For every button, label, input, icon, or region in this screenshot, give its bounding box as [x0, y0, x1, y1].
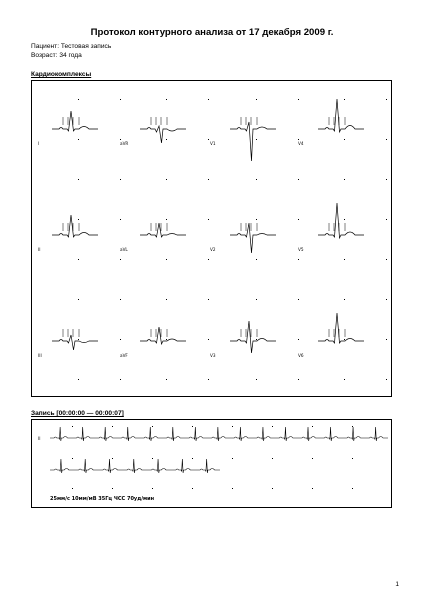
rhythm-strip	[32, 420, 393, 509]
grid-dot	[386, 339, 387, 340]
grid-dot	[256, 299, 257, 300]
grid-dot	[166, 339, 167, 340]
grid-dot	[72, 488, 73, 489]
complex-waveform	[32, 293, 122, 393]
lead-label: I	[38, 141, 40, 146]
grid-dot	[344, 219, 345, 220]
grid-dot	[386, 219, 387, 220]
grid-dot	[166, 219, 167, 220]
lead-label: II	[38, 247, 41, 252]
grid-dot	[256, 219, 257, 220]
grid-dot	[344, 299, 345, 300]
patient-age: Возраст: 34 года	[31, 52, 82, 59]
rhythm-trace-line-1	[50, 427, 388, 441]
ecg-trace	[140, 126, 186, 143]
grid-dot	[166, 179, 167, 180]
ecg-trace	[318, 313, 364, 343]
complex-waveform	[210, 187, 300, 287]
grid-dot	[208, 179, 209, 180]
grid-dot	[120, 259, 121, 260]
grid-dot	[344, 99, 345, 100]
complex-waveform	[210, 81, 300, 181]
grid-dot	[344, 179, 345, 180]
complex-v3	[210, 293, 300, 393]
ecg-trace	[230, 122, 276, 161]
grid-dot	[298, 379, 299, 380]
grid-dot	[192, 426, 193, 427]
grid-dot	[298, 139, 299, 140]
grid-dot	[256, 379, 257, 380]
lead-label: aVR	[120, 141, 129, 146]
complex-waveform	[120, 187, 210, 287]
grid-dot	[386, 179, 387, 180]
grid-dot	[166, 259, 167, 260]
patient-name: Пациент: Тестовая запись	[31, 43, 112, 50]
complex-waveform	[210, 293, 300, 393]
grid-dot	[256, 139, 257, 140]
complex-v4	[298, 81, 388, 181]
grid-dot	[72, 458, 73, 459]
ecg-trace	[230, 321, 276, 353]
lead-label: V1	[210, 141, 216, 146]
grid-dot	[208, 139, 209, 140]
grid-dot	[208, 379, 209, 380]
grid-dot	[272, 488, 273, 489]
grid-dot	[120, 219, 121, 220]
recording-lead-label: II	[38, 436, 41, 441]
grid-dot	[112, 458, 113, 459]
complexes-section-title: Кардиокомплексы	[31, 71, 92, 78]
ecg-trace	[52, 335, 98, 350]
grid-dot	[256, 259, 257, 260]
grid-dot	[112, 488, 113, 489]
grid-dot	[208, 99, 209, 100]
recording-panel	[31, 419, 392, 508]
grid-dot	[256, 179, 257, 180]
grid-dot	[232, 426, 233, 427]
grid-dot	[166, 99, 167, 100]
lead-label: V3	[210, 353, 216, 358]
complex-i	[32, 81, 122, 181]
grid-dot	[78, 139, 79, 140]
grid-dot	[352, 458, 353, 459]
complex-v2	[210, 187, 300, 287]
complex-waveform	[120, 293, 210, 393]
grid-dot	[120, 139, 121, 140]
grid-dot	[166, 379, 167, 380]
complex-waveform	[298, 187, 388, 287]
grid-dot	[298, 219, 299, 220]
complex-avl	[120, 187, 210, 287]
grid-dot	[312, 426, 313, 427]
rhythm-trace-line-2	[50, 459, 220, 473]
lead-label: III	[38, 353, 42, 358]
recording-settings: 25мм/с 10мм/мВ 35Гц ЧСС 70уд/мин	[50, 496, 155, 502]
grid-dot	[152, 426, 153, 427]
grid-dot	[298, 179, 299, 180]
ecg-trace	[140, 327, 186, 344]
grid-dot	[78, 179, 79, 180]
complex-waveform	[120, 81, 210, 181]
grid-dot	[120, 299, 121, 300]
grid-dot	[344, 339, 345, 340]
lead-label: V6	[298, 353, 304, 358]
grid-dot	[272, 458, 273, 459]
ecg-trace	[318, 203, 364, 238]
grid-dot	[112, 426, 113, 427]
grid-dot	[78, 219, 79, 220]
grid-dot	[298, 299, 299, 300]
grid-dot	[120, 99, 121, 100]
page-title: Протокол контурного анализа от 17 декабря 2009 г.	[90, 27, 334, 38]
complex-iii	[32, 293, 122, 393]
grid-dot	[120, 179, 121, 180]
grid-dot	[208, 299, 209, 300]
grid-dot	[78, 339, 79, 340]
grid-dot	[298, 259, 299, 260]
complex-waveform	[298, 81, 388, 181]
ecg-trace	[52, 111, 98, 131]
complex-avf	[120, 293, 210, 393]
grid-dot	[232, 458, 233, 459]
complex-v5	[298, 187, 388, 287]
grid-dot	[344, 379, 345, 380]
page-number: 1	[395, 581, 399, 588]
grid-dot	[386, 299, 387, 300]
grid-dot	[352, 488, 353, 489]
lead-label: V2	[210, 247, 216, 252]
ecg-trace	[230, 223, 276, 253]
grid-dot	[386, 139, 387, 140]
grid-dot	[166, 139, 167, 140]
complex-v1	[210, 81, 300, 181]
grid-dot	[298, 99, 299, 100]
ecg-trace	[318, 99, 364, 132]
grid-dot	[78, 99, 79, 100]
grid-dot	[78, 379, 79, 380]
complex-waveform	[298, 293, 388, 393]
complex-avr	[120, 81, 210, 181]
grid-dot	[352, 426, 353, 427]
complex-waveform	[32, 81, 122, 181]
grid-dot	[120, 379, 121, 380]
grid-dot	[344, 259, 345, 260]
grid-dot	[272, 426, 273, 427]
lead-label: V5	[298, 247, 304, 252]
grid-dot	[344, 139, 345, 140]
complex-v6	[298, 293, 388, 393]
grid-dot	[120, 339, 121, 340]
grid-dot	[72, 426, 73, 427]
grid-dot	[78, 259, 79, 260]
complexes-panel	[31, 80, 392, 397]
grid-dot	[166, 299, 167, 300]
grid-dot	[208, 339, 209, 340]
grid-dot	[386, 259, 387, 260]
ecg-trace	[140, 223, 186, 237]
grid-dot	[256, 99, 257, 100]
grid-dot	[208, 219, 209, 220]
grid-dot	[312, 488, 313, 489]
grid-dot	[232, 488, 233, 489]
complex-waveform	[32, 187, 122, 287]
grid-dot	[152, 488, 153, 489]
lead-label: V4	[298, 141, 304, 146]
grid-dot	[386, 99, 387, 100]
lead-label: aVL	[120, 247, 128, 252]
grid-dot	[192, 488, 193, 489]
grid-dot	[78, 299, 79, 300]
complex-ii	[32, 187, 122, 287]
grid-dot	[256, 339, 257, 340]
grid-dot	[386, 379, 387, 380]
grid-dot	[208, 259, 209, 260]
lead-label: aVF	[120, 353, 128, 358]
recording-section-title: Запись [00:00:00 — 00:00:07]	[31, 410, 124, 417]
grid-dot	[192, 458, 193, 459]
ecg-trace	[52, 215, 98, 237]
grid-dot	[312, 458, 313, 459]
grid-dot	[152, 458, 153, 459]
grid-dot	[298, 339, 299, 340]
